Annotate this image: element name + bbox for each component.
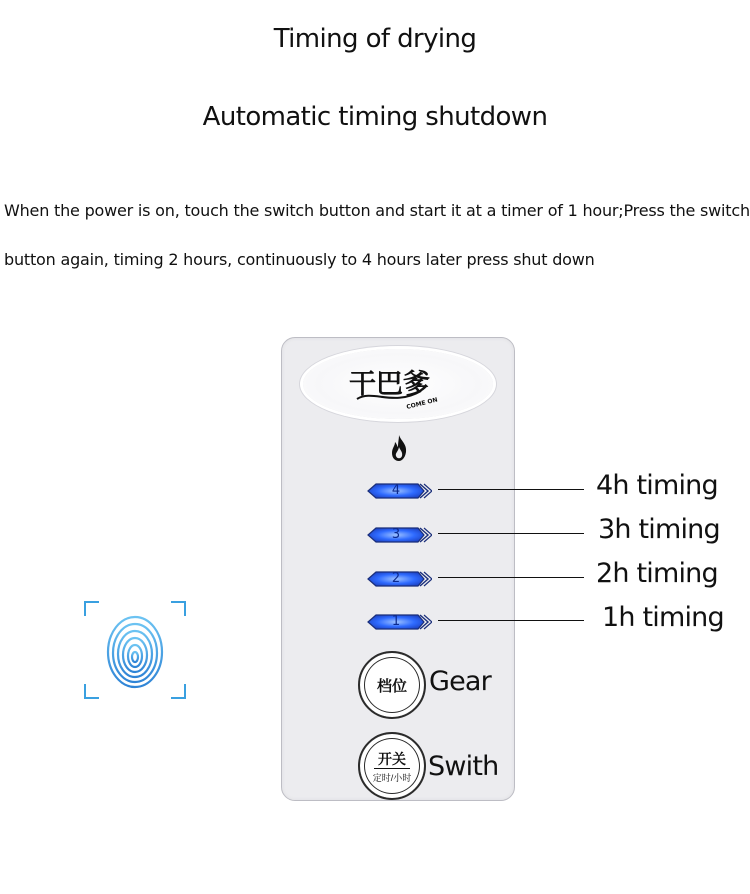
logo-graphic — [303, 349, 493, 419]
callout-1h-timing: 1h timing — [602, 602, 724, 633]
logo-chinese-text: 干巴爹 — [349, 369, 430, 400]
gear-caption: Gear — [429, 666, 491, 697]
timer-level-3-indicator — [366, 526, 432, 544]
callout-line-3h — [438, 533, 584, 534]
logo-english-text: COME ON — [405, 396, 439, 411]
gear-button-label: 档位 — [376, 678, 407, 695]
timer-level-2-indicator — [366, 570, 432, 588]
gear-button[interactable] — [358, 651, 426, 719]
timer-level-4-indicator — [366, 482, 432, 500]
callout-3h-timing: 3h timing — [598, 514, 720, 545]
level-number: 2 — [391, 571, 401, 586]
description-line-1: When the power is on, touch the switch button and start it at a timer of 1 hour;Press the switch — [4, 201, 750, 220]
callout-line-1h — [438, 620, 584, 621]
subtitle: Automatic timing shutdown — [202, 102, 548, 132]
description-line-2: button again, timing 2 hours, continuously to 4 hours later press shut down — [4, 250, 595, 269]
control-panel — [281, 337, 515, 801]
switch-button-label: 开关 — [378, 751, 406, 767]
callout-2h-timing: 2h timing — [596, 558, 718, 589]
flame-icon — [389, 433, 409, 463]
level-number: 3 — [391, 527, 401, 542]
switch-caption: Swith — [428, 751, 499, 782]
switch-button-sublabel: 定时/小时 — [372, 773, 412, 783]
callout-line-4h — [438, 489, 584, 490]
brand-logo — [303, 349, 493, 419]
switch-button-divider — [374, 768, 410, 769]
callout-4h-timing: 4h timing — [596, 470, 718, 501]
level-number: 4 — [391, 483, 401, 498]
level-number: 1 — [391, 614, 401, 629]
fingerprint-icon — [83, 598, 187, 702]
title: Timing of drying — [273, 24, 477, 54]
switch-button[interactable] — [358, 732, 426, 800]
timer-level-1-indicator — [366, 613, 432, 631]
callout-line-2h — [438, 577, 584, 578]
